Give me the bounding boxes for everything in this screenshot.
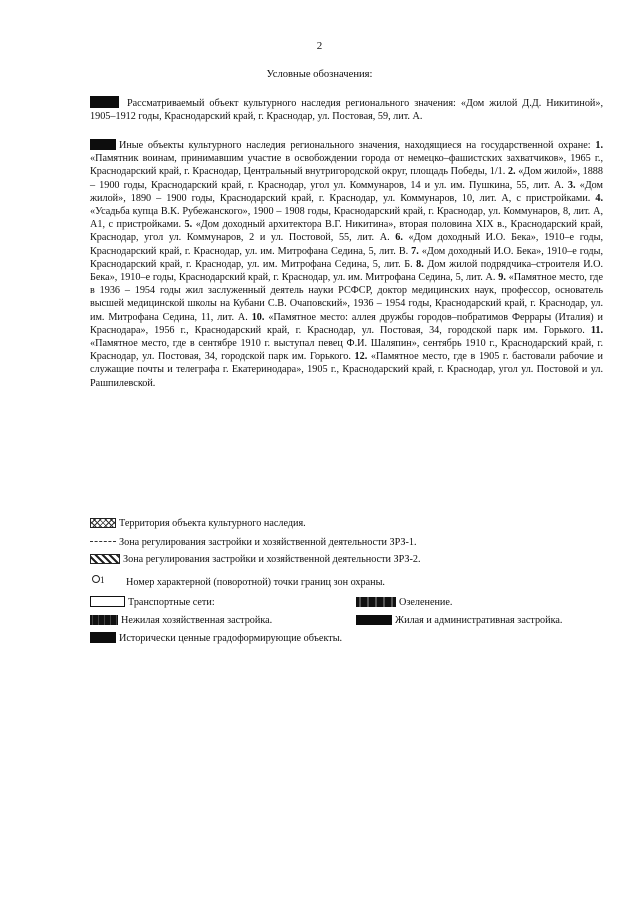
zrz1-dashed-line-icon [90,541,116,542]
object-description: Дом жилой подрядчика–строителя И.О. Бека», 1910–е годы, Краснодарский край, г. Краснодар, ул. им. Митрофана Седина, 5, лит. А. [90,258,604,284]
legend-zrz1 [90,536,417,549]
legend-territory [90,517,306,530]
object-description: «Памятник воинам, принимавшим участие в освобождении города от немецко–фашистских захватчиков», 1965 г., Краснодарский край, г. Краснодар, Центральный внутригородской округ, площадь Победы, 1/1. [90,153,603,178]
boundary-point-icon: 1 [92,574,114,587]
other-objects-intro: Иные объекты культурного наследия регионального значения, находящиеся на государственной охране: [119,140,596,151]
transport-label: Транспортные сети: [128,597,215,608]
object-description: «Памятное место: аллея дружбы городов–побратимов Феррары (Италия) и Краснодара», 1956 г., Краснодарский край, г. Краснодар, ул. Постовая, 34, городской парк им. Горького. [90,311,603,336]
object-number: 4. [595,192,603,204]
historic-label: Исторически ценные градоформирующие объекты. [119,633,343,644]
object-number: 2. [507,166,516,178]
object-description: «Памятное место, где в сентябре 1910 г. выступал певец Ф.И. Шаляпин», сентябрь 1910 г., Краснодарский край, г. Краснодар, ул. Постовая, 34, городской парк им. Горького. [90,338,603,363]
object-number: 5. [184,219,193,231]
legend-other-objects [90,139,603,390]
legend-greenery [356,596,452,609]
object-number: 1. [595,140,603,151]
zrz2-hatch-icon [90,554,120,564]
point-label: Номер характерной (поворотной) точки границ зон охраны. [126,577,385,588]
object-number: 11. [590,324,603,336]
greenery-swatch [356,597,396,607]
object-number: 9. [498,272,506,284]
page-number: 2 [316,40,323,52]
residential-label: Жилая и административная застройка. [395,615,563,626]
main-object-text: Рассматриваемый объект культурного наследия регионального значения: «Дом жилой Д.Д. Никитиной», 1905–1912 годы, Краснодарский край, г. Краснодар, ул. Постовая, 59, лит. А. [90,98,604,123]
object-description: «Усадьба купца В.К. Рубежанского», 1900 – 1908 годы, Краснодарский край, г. Краснодар, ул. Коммунаров, 8, лит. А, А1, с пристройками. [90,206,603,231]
object-description: «Дом доходный И.О. Бека», 1910–е годы, Краснодарский край, г. Краснодар, ул. им. Митрофана Седина, 5, лит. В. [90,232,603,257]
object-number: 12. [354,351,368,363]
legend-title: Условные обозначения: [266,69,373,80]
legend-zrz2 [90,553,421,566]
zrz1-label: Зона регулирования застройки и хозяйственной деятельности ЗРЗ-1. [119,537,417,548]
legend-historic [90,632,342,645]
object-description: «Дом жилой», 1888 – 1900 годы, Краснодарский край, г. Краснодар, угол ул. Коммунаров, 14 и ул. им. Пушкина, 55, лит. А. [90,166,603,191]
object-number: 8. [416,258,424,270]
residential-swatch [356,615,392,625]
nonresidential-label: Нежилая хозяйственная застройка. [121,615,273,626]
legend-transport [90,596,215,609]
legend-residential [356,614,562,627]
main-object-swatch [90,96,119,108]
legend-point [92,574,385,589]
zrz2-label: Зона регулирования застройки и хозяйственной деятельности ЗРЗ-2. [123,554,421,565]
object-number: 3. [567,179,576,191]
object-description: «Дом жилой», 1890 – 1900 годы, Краснодарский край, г. Краснодар, ул. Коммунаров, 10, лит. А, с пристройками. [90,179,603,204]
object-description: «Дом доходный И.О. Бека», 1910–е годы, Краснодарский край, г. Краснодар, ул. им. Митрофана Седина, 5, лит. Б. [90,245,603,270]
legend-main-object [90,96,603,123]
nonresidential-swatch [90,615,118,625]
territory-hatch-icon [90,518,116,528]
other-objects-swatch [90,139,116,150]
greenery-label: Озеленение. [399,597,453,608]
object-description: «Памятное место, где в 1905 г. бастовали рабочие и служащие почты и телеграфа г. Екатеринодара», 1905 г., Краснодарский край, г. Краснодар, угол ул. Постовой и ул. Рашпилевской. [90,351,603,389]
historic-swatch [90,632,116,643]
territory-label: Территория объекта культурного наследия. [119,518,306,529]
legend-nonresidential [90,614,272,627]
object-number: 6. [395,232,403,244]
object-number: 10. [251,311,265,323]
object-number: 7. [411,245,419,257]
object-description: «Дом доходный архитектора В.Г. Никитина», вторая половина XIX в., Краснодарский край, Краснодар, угол ул. Коммунаров, 2 и ул. Постовой, 55, лит. А. [90,219,603,244]
object-description: «Памятное место, где в 1936 – 1954 годы жил заслуженный деятель науки РСФСР, доктор медицинских наук, профессор, основатель высшей медицинской школы на Кубани С.В. Очаповский», 1936 – 1954 годы, Краснодарский край, г. Краснодар, ул. им. Митрофана Седина, 11, лит. А. [90,272,603,323]
transport-swatch [90,596,125,607]
